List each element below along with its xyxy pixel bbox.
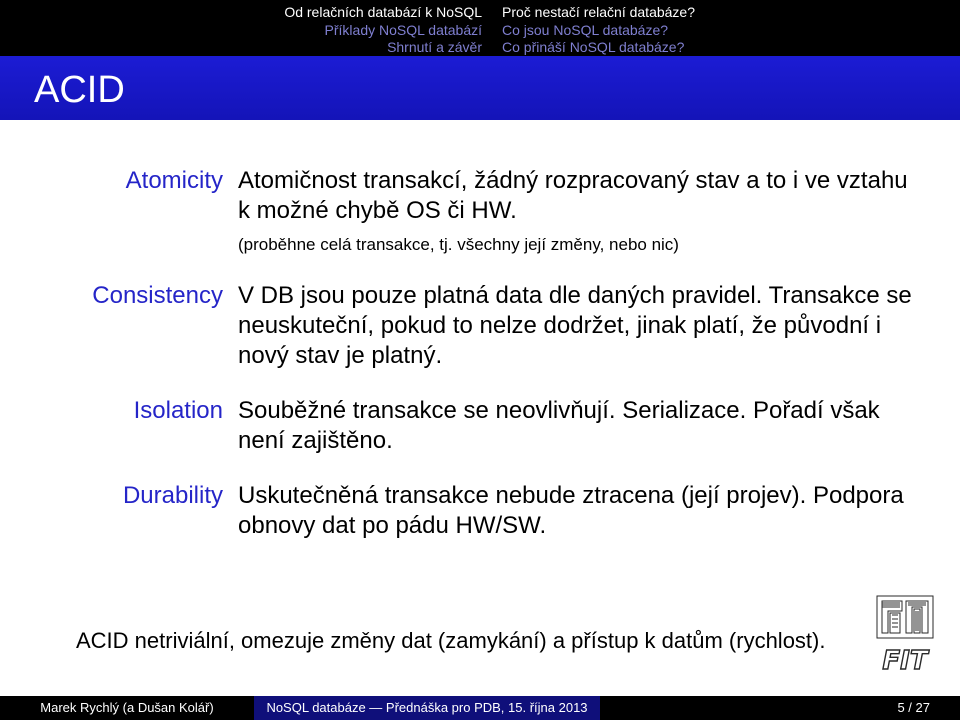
section-navigation bbox=[0, 4, 482, 57]
nav-subsection-nosql-benefits[interactable]: Co přináší NoSQL databáze? bbox=[502, 39, 685, 55]
footer-right-panel bbox=[600, 696, 960, 720]
nav-subsection-what-is-nosql[interactable]: Co jsou NoSQL databáze? bbox=[502, 21, 669, 38]
bottom-info-bar bbox=[0, 696, 960, 720]
nav-section-nosql-examples[interactable]: Příklady NoSQL databází bbox=[324, 21, 482, 38]
nav-subsection-why-not-relational[interactable]: Proč nestačí relační databáze? bbox=[502, 4, 696, 20]
page-number: 5 / 27 bbox=[897, 700, 930, 715]
frame-title-bar bbox=[0, 56, 960, 120]
frame-title: ACID bbox=[34, 69, 125, 111]
term-atomicity: Atomicity bbox=[125, 167, 223, 194]
acid-item-atomicity bbox=[0, 166, 960, 281]
footer-author: Marek Rychlý (a Dušan Kolář) bbox=[0, 696, 254, 720]
footer-talk-title: NoSQL databáze — Přednáška pro PDB, 15. října 2013 bbox=[254, 696, 600, 720]
definition-isolation: Souběžné transakce se neovlivňují. Serializace. Pořadí však není zajištěno. bbox=[238, 397, 880, 454]
navigation-bar bbox=[0, 0, 960, 56]
term-consistency: Consistency bbox=[92, 282, 223, 309]
definition-atomicity bbox=[238, 166, 918, 258]
acid-item-isolation bbox=[0, 396, 960, 481]
fit-logo-text: FIT bbox=[882, 646, 928, 675]
acid-description-list bbox=[0, 166, 960, 541]
fit-logo bbox=[876, 595, 934, 675]
term-isolation: Isolation bbox=[133, 397, 223, 424]
nav-section-summary[interactable]: Shrnutí a závěr bbox=[387, 39, 482, 55]
definition-consistency: V DB jsou pouze platná data dle daných pravidel. Transakce se neuskuteční, pokud to nelze dodržet, jinak platí, že původní i nový stav je platný. bbox=[238, 282, 912, 369]
nav-section-relational-to-nosql[interactable]: Od relačních databází k NoSQL bbox=[284, 4, 482, 20]
term-durability: Durability bbox=[122, 482, 223, 509]
acid-item-durability bbox=[0, 481, 960, 541]
definition-durability: Uskutečněná transakce nebude ztracena (její projev). Podpora obnovy dat po pádu HW/SW. bbox=[238, 482, 904, 539]
acid-summary-note: ACID netriviální, omezuje změny dat (zamykání) a přístup k datům (rychlost). bbox=[76, 628, 826, 653]
definition-atomicity-text: Atomičnost transakcí, žádný rozpracovaný stav a to i ve vztahu k možné chybě OS či HW. bbox=[238, 167, 908, 224]
subsection-navigation bbox=[502, 4, 695, 57]
definition-atomicity-note: (proběhne celá transakce, tj. všechny její změny, nebo nic) bbox=[238, 235, 679, 254]
acid-item-consistency bbox=[0, 281, 960, 396]
